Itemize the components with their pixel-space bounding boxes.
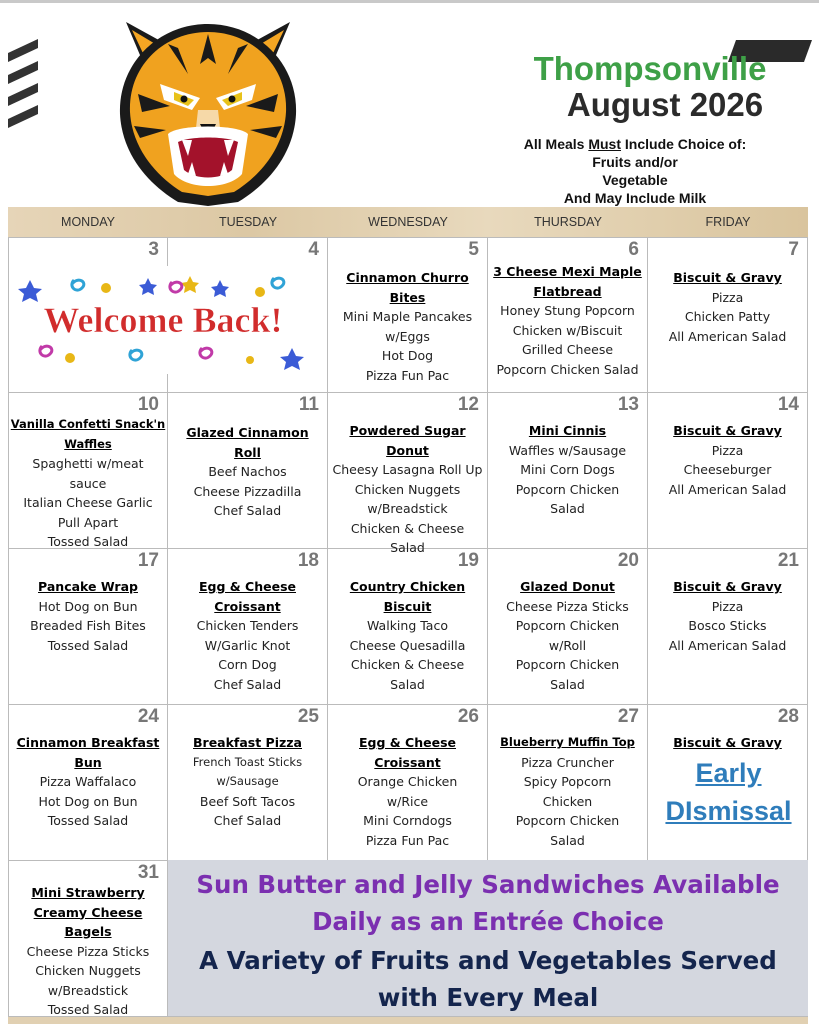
featured-entree: Flatbread	[533, 283, 602, 299]
featured-entree: 3 Cheese Mexi Maple	[493, 264, 642, 279]
day-cell	[648, 549, 808, 705]
menu-item: Corn Dog	[218, 657, 277, 672]
featured-entree: Biscuit & Gravy	[673, 579, 782, 594]
menu-item: Salad	[550, 501, 585, 516]
early-dismissal-notice: Early DIsmissal	[665, 758, 792, 826]
menu-item: Bosco Sticks	[688, 618, 767, 633]
day-number: 13	[617, 394, 639, 415]
day-cell	[8, 705, 168, 861]
menu-item: Popcorn Chicken	[515, 813, 620, 828]
school-name: Thompsonville	[533, 50, 767, 87]
menu-item: Pizza	[711, 598, 744, 614]
featured-entree: Creamy Cheese	[33, 904, 143, 920]
menu-item: Chicken Tenders	[196, 618, 299, 633]
daily-options-banner	[168, 860, 808, 1016]
day-cell	[648, 237, 808, 393]
featured-entree: Biscuit	[383, 598, 432, 614]
menu-item: Salad	[550, 676, 585, 692]
day-number: 12	[457, 394, 479, 415]
featured-entree: Glazed Donut	[520, 579, 615, 594]
day-cell	[168, 393, 328, 549]
featured-entree: Bagels	[64, 924, 112, 939]
featured-entree: Mini Cinnis	[528, 423, 607, 438]
featured-entree: Egg & Cheese	[199, 579, 296, 594]
weekday-header	[8, 207, 808, 237]
day-number: 19	[457, 550, 479, 571]
featured-entree: Roll	[234, 444, 261, 460]
featured-entree: Biscuit & Gravy	[673, 270, 782, 285]
menu-item: Honey Stung Popcorn	[500, 303, 635, 318]
menu-item: Chicken w/Biscuit	[512, 322, 623, 338]
day-number: 11	[298, 394, 319, 415]
menu-item: Chef Salad	[213, 503, 282, 518]
menu-item: w/Sausage	[216, 774, 279, 788]
menu-item: Cheeseburger	[683, 462, 772, 477]
menu-item: Chicken Nuggets	[354, 481, 461, 497]
day-number: 3	[148, 239, 159, 260]
day-cell	[488, 549, 648, 705]
menu-item: Mini Corndogs	[363, 813, 452, 828]
menu-item: w/Rice	[386, 793, 429, 809]
menu-item: Cheese Pizza Sticks	[506, 598, 629, 614]
day-number: 24	[137, 706, 159, 727]
day-number: 6	[628, 239, 639, 260]
menu-item: Spaghetti w/meat	[32, 456, 144, 471]
menu-item: Chicken	[542, 793, 593, 809]
menu-item: Mini Corn Dogs	[520, 462, 615, 477]
featured-entree: Glazed Cinnamon	[186, 425, 309, 440]
day-cell	[328, 237, 488, 393]
menu-item: Hot Dog	[381, 348, 434, 363]
day-number: 5	[468, 239, 479, 260]
menu-item: Pizza	[711, 289, 744, 305]
menu-item: Cheesy Lasagna Roll Up	[332, 462, 483, 477]
welcome-back-graphic	[10, 266, 316, 374]
decorative-stripes	[8, 38, 40, 138]
menu-item: Popcorn Chicken	[515, 481, 620, 497]
featured-entree: Country Chicken	[349, 579, 466, 594]
day-number: 20	[617, 550, 639, 571]
welcome-back-lettering: Welcome Back!	[43, 300, 283, 340]
tiger-mascot-logo	[108, 14, 308, 208]
weekday-label: MONDAY	[61, 215, 115, 229]
featured-entree: Powdered Sugar Donut	[349, 423, 466, 458]
day-cell	[648, 393, 808, 549]
menu-item: Hot Dog on Bun	[38, 793, 138, 809]
featured-entree: Mini Strawberry	[31, 885, 145, 900]
menu-item: w/Breadstick	[367, 501, 448, 516]
day-number: 27	[617, 706, 639, 727]
menu-item: Chef Salad	[213, 813, 282, 828]
day-cell	[8, 549, 168, 705]
featured-entree: Vanilla Confetti Snack'n	[10, 417, 166, 431]
weekday-label: THURSDAY	[534, 215, 602, 229]
menu-item: Walking Taco	[367, 618, 448, 633]
featured-entree: Croissant	[374, 754, 441, 770]
featured-entree: Breakfast Pizza	[193, 735, 302, 750]
menu-item: w/Eggs	[385, 328, 430, 344]
top-border	[0, 0, 819, 3]
menu-item: Beef Soft Tacos	[199, 793, 296, 809]
menu-item: Cheese Pizzadilla	[193, 483, 302, 499]
day-number: 7	[788, 239, 799, 260]
menu-item: Spicy Popcorn	[523, 774, 612, 789]
menu-item: Chicken Nuggets	[35, 963, 141, 978]
day-cell	[488, 705, 648, 861]
menu-item: w/Roll	[548, 637, 587, 653]
day-cell	[168, 549, 328, 705]
day-number: 17	[137, 550, 159, 571]
menu-item: Beef Nachos	[208, 464, 287, 479]
menu-item: Pizza Fun Pac	[365, 832, 450, 848]
featured-entree: Bites	[389, 289, 426, 305]
menu-item: Salad	[390, 540, 425, 555]
menu-item: Tossed Salad	[47, 637, 129, 653]
menu-item: Pizza Fun Pac	[365, 367, 450, 383]
featured-entree: Cinnamon Churro	[346, 270, 469, 285]
menu-item: w/Breadstick	[47, 982, 129, 998]
featured-entree: Biscuit & Gravy	[673, 735, 782, 750]
fruits-vegetables-message: A Variety of Fruits and Vegetables Served with Every Meal	[199, 946, 777, 1012]
menu-item: All American Salad	[668, 481, 787, 497]
menu-item: Pull Apart	[57, 514, 119, 530]
menu-item: Tossed Salad	[47, 813, 129, 828]
menu-item: Popcorn Chicken	[515, 618, 620, 633]
menu-item: Waffles w/Sausage	[508, 442, 627, 458]
menu-item: All American Salad	[668, 328, 787, 344]
menu-item: Cheese Quesadilla	[349, 637, 466, 653]
menu-item: Chicken & Cheese	[350, 520, 465, 536]
day-number: 4	[308, 239, 319, 260]
featured-entree: Biscuit & Gravy	[673, 423, 782, 438]
day-number: 10	[137, 394, 159, 415]
menu-month: August 2026	[566, 86, 764, 123]
featured-entree: Pancake Wrap	[38, 579, 138, 594]
menu-item: Popcorn Chicken Salad	[496, 361, 639, 377]
weekday-label: FRIDAY	[705, 215, 751, 229]
day-number: 18	[297, 550, 319, 571]
featured-entree: Waffles	[64, 436, 112, 451]
day-number: 14	[777, 394, 799, 415]
menu-item: Popcorn Chicken	[515, 657, 620, 672]
day-number: 31	[137, 862, 159, 883]
menu-item: Orange Chicken	[357, 774, 458, 789]
featured-entree: Blueberry Muffin Top	[500, 735, 635, 749]
menu-item: Cheese Pizza Sticks	[26, 943, 150, 959]
day-cell	[328, 393, 488, 555]
weekday-label: WEDNESDAY	[368, 215, 448, 229]
day-number: 25	[297, 706, 319, 727]
meal-requirement-note: All Meals Must Include Choice of: Fruits and/or Vegetable And May Include Milk	[523, 136, 747, 206]
menu-item: Tossed Salad	[47, 534, 129, 549]
day-cell	[328, 549, 488, 705]
menu-item: Pizza Cruncher	[521, 754, 614, 770]
menu-item: Pizza	[711, 442, 744, 458]
menu-item: Grilled Cheese	[521, 342, 614, 357]
menu-item: French Toast Sticks	[192, 754, 303, 769]
weekday-label: TUESDAY	[218, 215, 278, 229]
featured-entree: Cinnamon Breakfast	[16, 735, 160, 750]
day-number: 26	[457, 706, 479, 727]
day-cell	[488, 237, 648, 393]
menu-item: Tossed Salad	[47, 1002, 129, 1017]
featured-entree: Bun	[74, 754, 102, 770]
day-cell	[8, 861, 168, 1017]
menu-item: Mini Maple Pancakes	[342, 309, 473, 324]
menu-item: Chicken & Cheese	[350, 657, 465, 672]
menu-item: Italian Cheese Garlic	[23, 495, 153, 510]
menu-item: All American Salad	[668, 637, 787, 653]
day-cell	[328, 705, 488, 861]
featured-entree: Egg & Cheese	[359, 735, 456, 750]
sunbutter-message: Sun Butter and Jelly Sandwiches Available Daily as an Entrée Choice	[196, 870, 780, 936]
menu-item: W/Garlic Knot	[204, 637, 291, 653]
menu-item: Pizza Waffalaco	[39, 774, 137, 789]
day-cell	[8, 393, 168, 549]
featured-entree: Croissant	[214, 598, 281, 614]
day-cell	[168, 705, 328, 861]
menu-item: Salad	[550, 832, 585, 848]
menu-item: Breaded Fish Bites	[30, 618, 146, 633]
day-number: 21	[777, 550, 799, 571]
menu-item: Hot Dog on Bun	[38, 598, 138, 614]
bottom-border	[8, 1017, 808, 1024]
menu-item: Salad	[390, 676, 425, 692]
menu-item: Chicken Patty	[684, 309, 771, 324]
menu-item: Chef Salad	[213, 676, 282, 692]
day-cell	[488, 393, 648, 549]
day-number: 28	[777, 706, 799, 727]
menu-item: sauce	[69, 475, 107, 491]
